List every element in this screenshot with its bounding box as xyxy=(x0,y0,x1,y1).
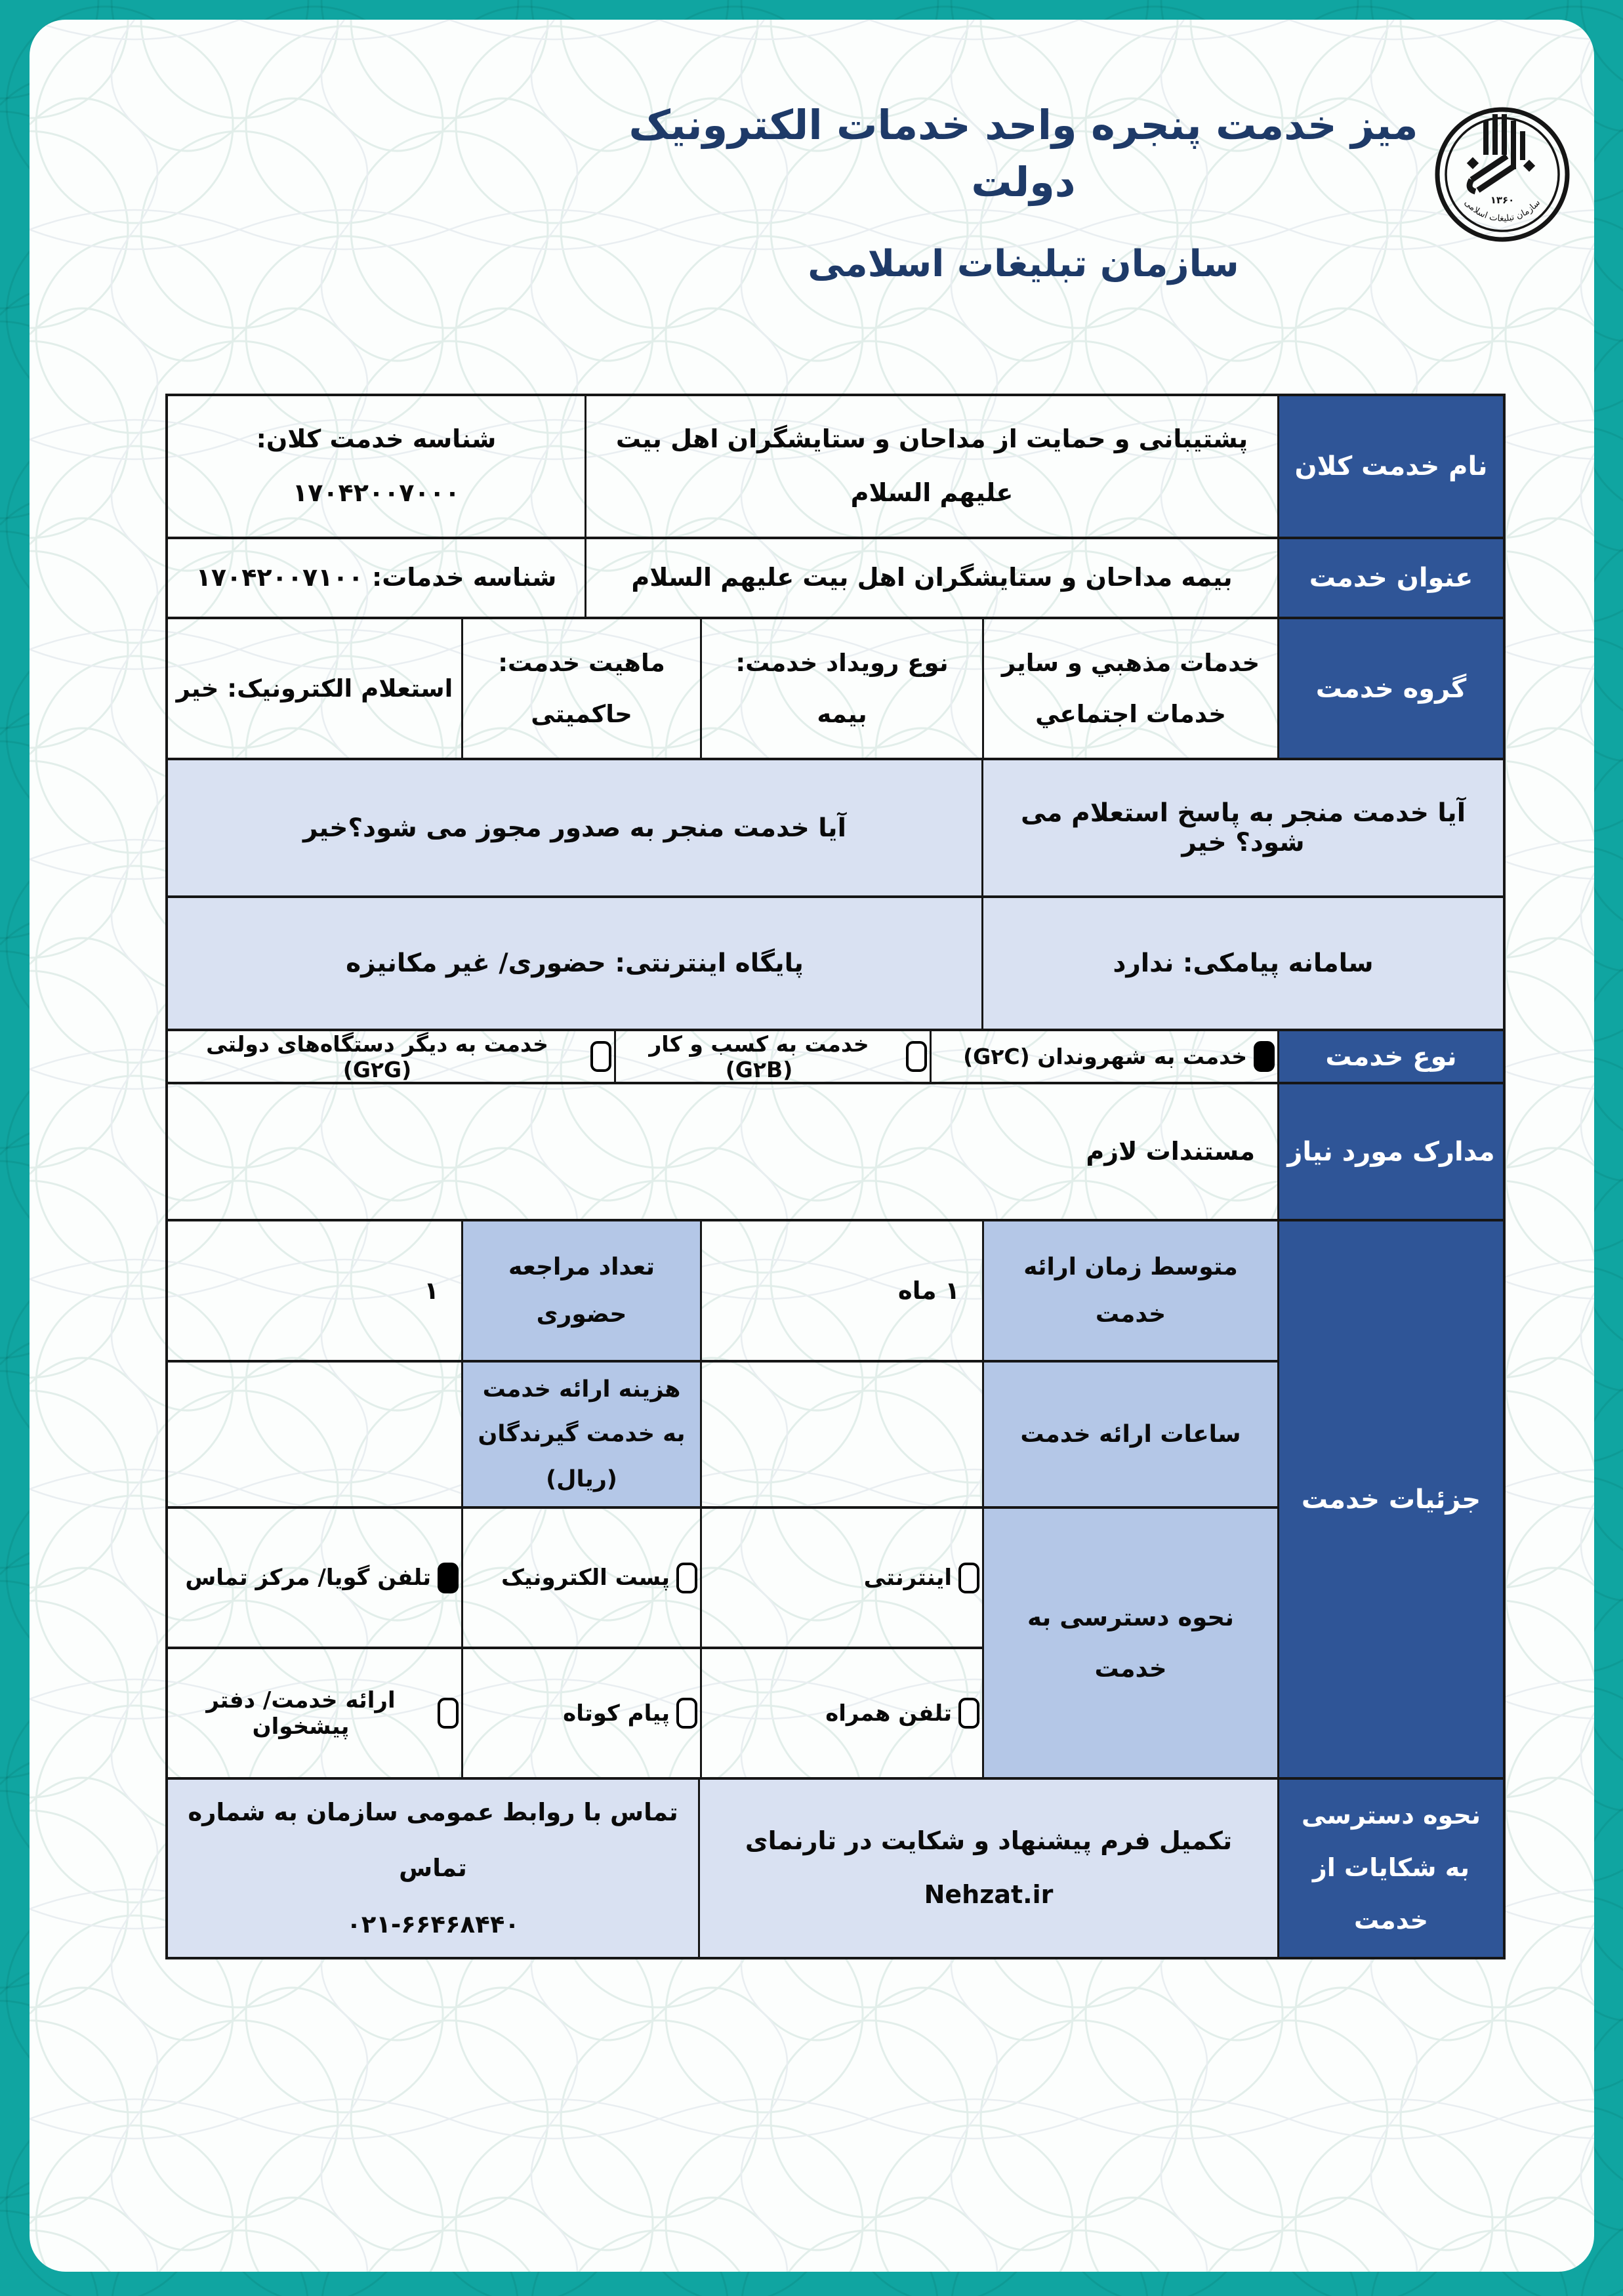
avg-time-row xyxy=(168,1221,1277,1363)
service-title-row xyxy=(168,539,1503,619)
organization-emblem-icon xyxy=(1433,93,1571,256)
access-option-email xyxy=(461,1509,700,1647)
service-hours-label: ساعات ارائه خدمت xyxy=(982,1363,1277,1506)
documents-header: مدارک مورد نیاز xyxy=(1277,1084,1503,1219)
documents-value: مستندات لازم xyxy=(1086,1136,1255,1166)
service-form-table xyxy=(165,394,1506,1959)
access-option-counter xyxy=(168,1649,461,1777)
internet-checkbox[interactable] xyxy=(958,1563,979,1593)
sms-checkbox[interactable] xyxy=(676,1698,697,1729)
mobile-checkbox[interactable] xyxy=(958,1698,979,1729)
service-group-row xyxy=(168,619,1503,760)
access-options-row-1 xyxy=(168,1509,982,1649)
g2b-checkbox[interactable] xyxy=(906,1041,927,1072)
sms-system-cell: سامانه پیامکی: ندارد xyxy=(981,898,1503,1029)
logo-year: ۱۳۶۰ xyxy=(1490,194,1515,206)
service-details-content xyxy=(168,1221,1277,1777)
service-type-option-g2g xyxy=(168,1031,614,1082)
counter-checkbox[interactable] xyxy=(438,1698,459,1729)
service-title-name: بیمه مداحان و ستایشگران اهل بیت علیهم السلام xyxy=(585,539,1277,617)
g2c-label: خدمت به شهروندان (G۲C) xyxy=(963,1044,1247,1069)
complaints-web-cell: تکمیل فرم پیشنهاد و شکایت در تارنمای Nehzat.ir xyxy=(698,1780,1277,1957)
g2g-checkbox[interactable] xyxy=(590,1041,611,1072)
macro-service-row xyxy=(168,396,1503,539)
service-title-id: شناسه خدمات: ۱۷۰۴۲۰۰۷۱۰۰ xyxy=(195,563,557,592)
g2c-checkbox[interactable] xyxy=(1254,1041,1275,1072)
organization-logo xyxy=(1433,93,1571,256)
macro-service-name: پشتیبانی و حمایت از مداحان و ستایشگران اهل بیت علیهم السلام xyxy=(585,396,1277,537)
service-title-header: عنوان خدمت xyxy=(1277,539,1503,617)
service-nature: ماهیت خدمت: حاکمیتی xyxy=(461,619,700,758)
complaints-phone-cell xyxy=(168,1780,698,1957)
access-options-grid xyxy=(168,1509,982,1777)
counter-label: ارائه خدمت/ دفتر پیشخوان xyxy=(206,1687,396,1740)
g2b-label: خدمت به کسب و کار (G۲B) xyxy=(649,1031,869,1082)
visits-label: تعداد مراجعه حضوری xyxy=(461,1221,700,1360)
complaints-header: نحوه دسترسی به شکایات از خدمت xyxy=(1277,1780,1503,1957)
sms-row xyxy=(168,898,1503,1031)
service-type-option-g2b xyxy=(614,1031,930,1082)
license-answer-cell: آیا خدمت منجر به صدور مجوز می شود؟خیر xyxy=(168,760,981,895)
email-label: پست الکترونیک xyxy=(501,1565,670,1591)
access-option-mobile xyxy=(700,1649,982,1777)
service-group-header: گروه خدمت xyxy=(1277,619,1503,758)
service-type-row xyxy=(168,1031,1503,1084)
title-line-2: سازمان تبلیغات اسلامی xyxy=(808,242,1239,285)
access-option-sms xyxy=(461,1649,700,1777)
access-methods-label: نحوه دسترسی به خدمت xyxy=(982,1509,1277,1777)
service-type-header: نوع خدمت xyxy=(1277,1031,1503,1082)
website-cell: پایگاه اینترنتی: حضوری/ غیر مکانیزه xyxy=(168,898,981,1029)
visits-value: ۱ xyxy=(424,1276,439,1305)
document-card xyxy=(30,20,1594,2272)
hours-cost-row xyxy=(168,1363,1277,1509)
documents-row xyxy=(168,1084,1503,1221)
access-option-internet xyxy=(700,1509,982,1647)
access-methods-row xyxy=(168,1509,1277,1777)
macro-service-id: شناسه خدمت کلان: ۱۷۰۴۲۰۰۷۰۰۰ xyxy=(256,424,497,507)
service-event-type: نوع رویداد خدمت: بیمه xyxy=(700,619,982,758)
service-type-option-g2c xyxy=(930,1031,1277,1082)
access-options-row-2 xyxy=(168,1649,982,1777)
email-checkbox[interactable] xyxy=(676,1563,697,1593)
inquiry-answer-cell: آیا خدمت منجر به پاسخ استعلام می شود؟ خیر xyxy=(981,760,1503,895)
service-cost-value xyxy=(168,1363,461,1506)
access-option-ivr xyxy=(168,1509,461,1647)
service-group-category: خدمات مذهبي و سایر خدمات اجتماعي xyxy=(982,619,1277,758)
avg-time-label: متوسط زمان ارائه خدمت xyxy=(982,1221,1277,1360)
service-details-band xyxy=(168,1221,1503,1780)
inquiry-row xyxy=(168,760,1503,898)
mobile-label: تلفن همراه xyxy=(825,1700,952,1727)
ivr-checkbox[interactable] xyxy=(438,1563,459,1593)
document-title-block xyxy=(610,97,1437,290)
avg-time-value: ۱ ماه xyxy=(700,1221,982,1360)
service-cost-label: هزینه ارائه خدمت به خدمت گیرندگان (ریال) xyxy=(461,1363,700,1506)
service-hours-value xyxy=(700,1363,982,1506)
internet-label: اینترنتی xyxy=(863,1565,952,1591)
g2g-label: خدمت به دیگر دستگاه‌های دولتی (G۲G) xyxy=(206,1031,548,1082)
ivr-label: تلفن گویا/ مرکز تماس xyxy=(185,1565,431,1591)
title-line-1: میز خدمت پنجره واحد خدمات الکترونیک دولت xyxy=(628,101,1418,206)
electronic-inquiry: استعلام الکترونیک: خیر xyxy=(176,674,453,703)
sms-label: پیام کوتاه xyxy=(563,1700,670,1727)
complaints-phone-number: ۰۲۱-۶۶۴۶۸۴۴۰ xyxy=(346,1910,520,1938)
complaints-row xyxy=(168,1780,1503,1957)
complaints-phone-label: تماس با روابط عمومی سازمان به شماره تماس xyxy=(188,1798,678,1883)
service-details-header: جزئیات خدمت xyxy=(1277,1221,1503,1777)
logo-caption: سازمان تبلیغات اسلامی xyxy=(1462,197,1543,224)
macro-service-header: نام خدمت کلان xyxy=(1277,396,1503,537)
